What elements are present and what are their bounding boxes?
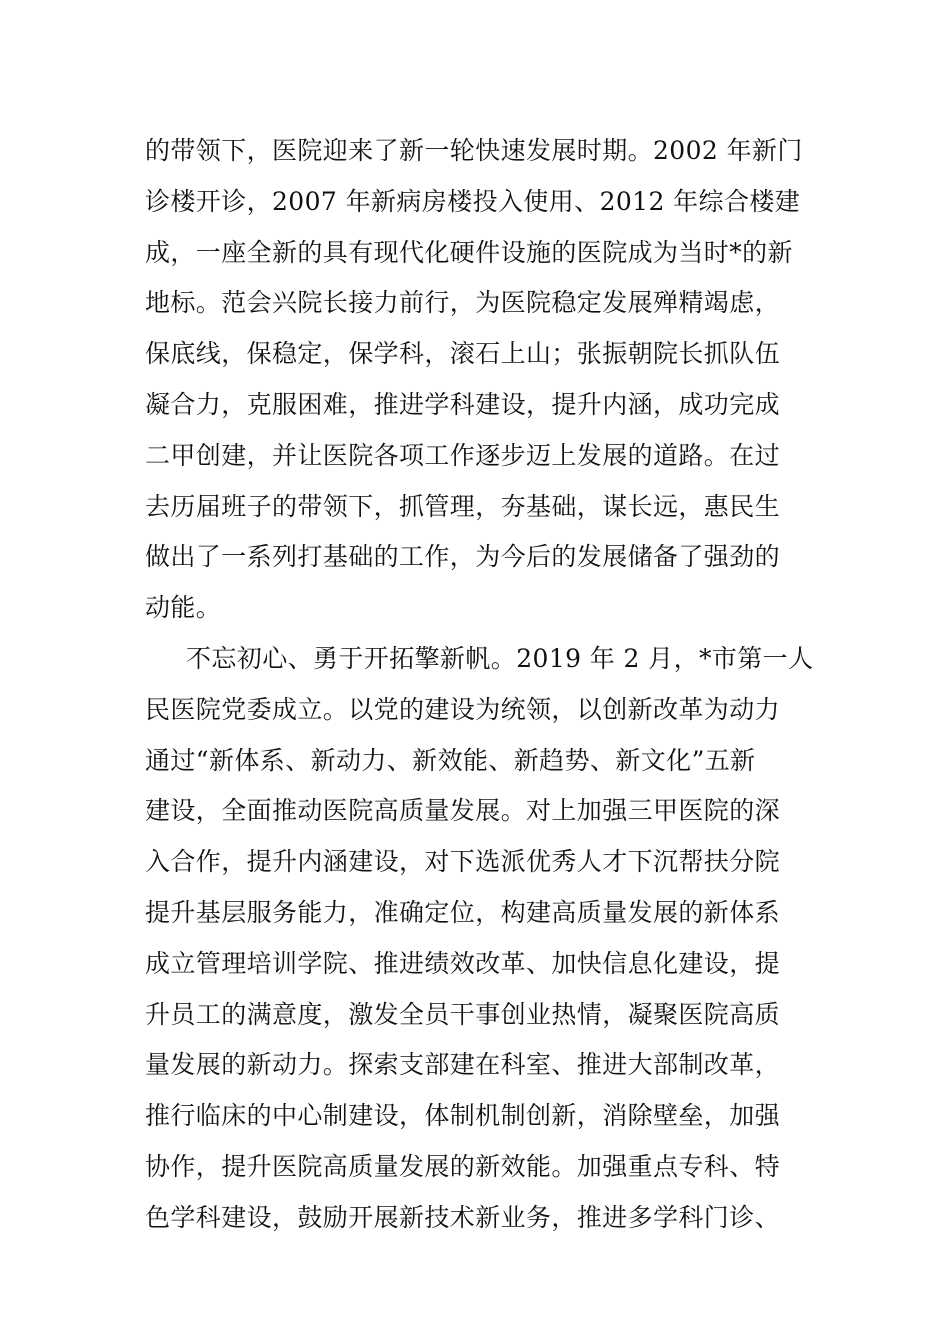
text-line: 建设，全面推动医院高质量发展。对上加强三甲医院的深 bbox=[145, 796, 781, 826]
text-line: 入合作，提升内涵建设，对下选派优秀人才下沉帮扶分院 bbox=[145, 847, 781, 877]
text-line: 协作，提升医院高质量发展的新效能。加强重点专科、特 bbox=[145, 1151, 781, 1181]
text-line: 二甲创建，并让医院各项工作逐步迈上发展的道路。在过 bbox=[145, 440, 781, 470]
text-line: 地标。范会兴院长接力前行，为医院稳定发展殚精竭虑， bbox=[145, 288, 781, 318]
text-line: 成立管理培训学院、推进绩效改革、加快信息化建设，提 bbox=[145, 948, 781, 978]
text-line: 色学科建设，鼓励开展新技术新业务，推进多学科门诊、 bbox=[145, 1202, 781, 1232]
body-text bbox=[145, 126, 825, 1244]
text-line: 去历届班子的带领下，抓管理，夯基础，谋长远，惠民生 bbox=[145, 491, 781, 521]
text-line: 保底线，保稳定，保学科，滚石上山；张振朝院长抓队伍 bbox=[145, 339, 781, 369]
text-line: 升员工的满意度，激发全员干事创业热情，凝聚医院高质 bbox=[145, 999, 781, 1029]
text-line: 通过“新体系、新动力、新效能、新趋势、新文化”五新 bbox=[145, 745, 756, 775]
text-line: 动能。 bbox=[145, 593, 222, 623]
text-line: 诊楼开诊，2007 年新病房楼投入使用、2012 年综合楼建 bbox=[145, 186, 801, 216]
paragraph-first-line: 不忘初心、勇于开拓擎新帆。2019 年 2 月，*市第一人 bbox=[186, 643, 814, 673]
text-line: 推行临床的中心制建设，体制机制创新，消除壁垒，加强 bbox=[145, 1101, 781, 1131]
text-line: 成，一座全新的具有现代化硬件设施的医院成为当时*的新 bbox=[145, 237, 793, 267]
text-line: 凝合力，克服困难，推进学科建设，提升内涵，成功完成 bbox=[145, 389, 781, 419]
text-line: 民医院党委成立。以党的建设为统领，以创新改革为动力 bbox=[145, 694, 781, 724]
text-line: 提升基层服务能力，准确定位，构建高质量发展的新体系 bbox=[145, 897, 781, 927]
text-line: 量发展的新动力。探索支部建在科室、推进大部制改革， bbox=[145, 1050, 781, 1080]
text-line: 的带领下，医院迎来了新一轮快速发展时期。2002 年新门 bbox=[145, 136, 803, 165]
text-line: 做出了一系列打基础的工作，为今后的发展储备了强劲的 bbox=[145, 542, 781, 572]
